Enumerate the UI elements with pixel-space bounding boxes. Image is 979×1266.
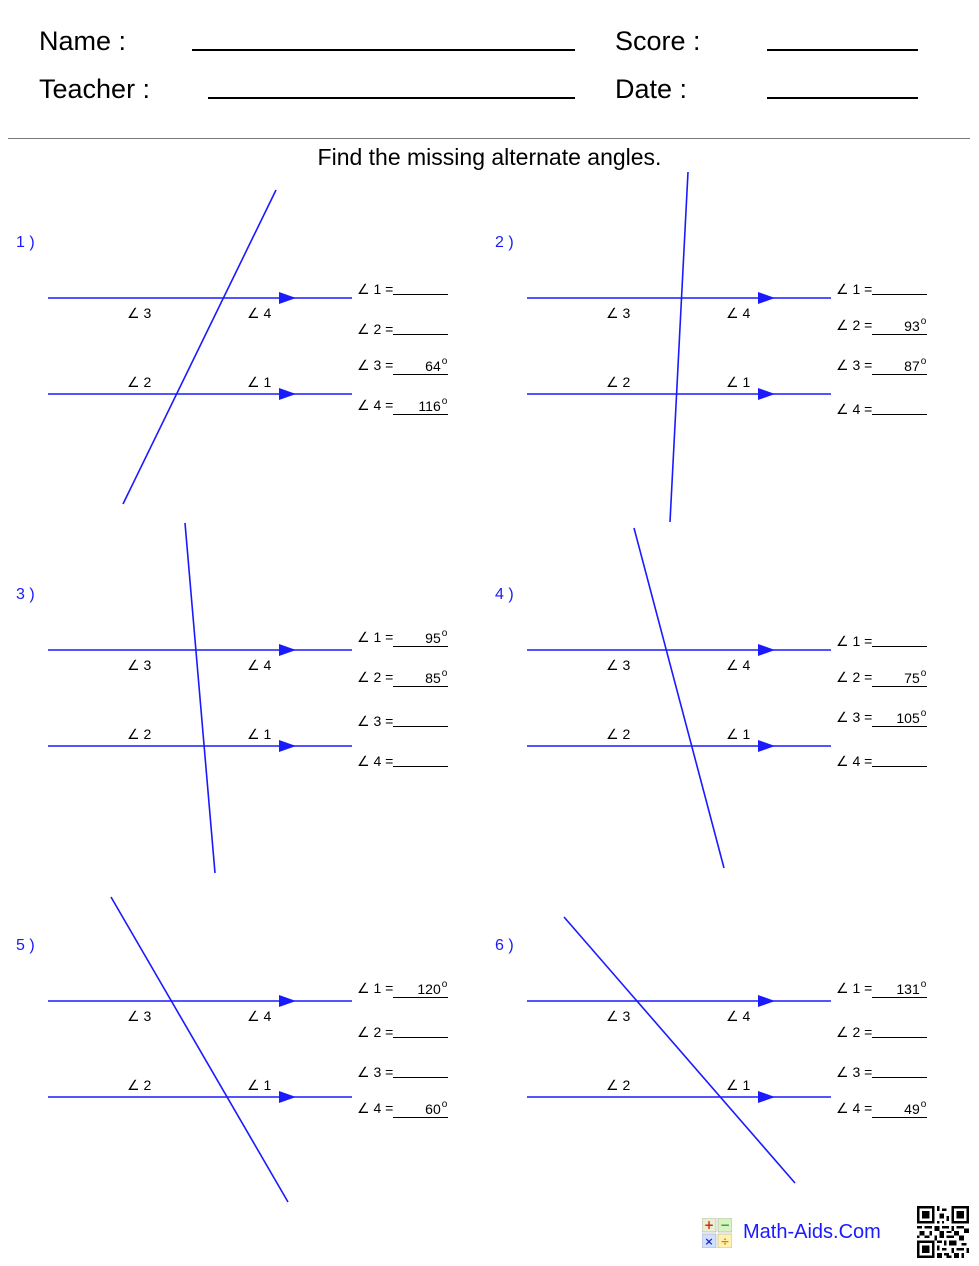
problem-number: 1 ) [16,234,35,251]
answer-angle-name: ∠ 2 = [357,669,394,685]
brand-name[interactable]: Math-Aids.Com [743,1221,881,1243]
answer-row-angle-3 [357,1061,448,1079]
arrowhead-icon [279,995,296,1007]
degree-symbol: o [441,396,448,407]
answer-row-angle-4 [836,750,927,768]
angle-3-label: ∠ 3 [606,657,631,673]
degree-symbol: o [920,356,927,367]
problem-number: 6 ) [495,937,514,954]
answer-blank[interactable] [872,751,927,767]
answer-angle-name: ∠ 4 = [357,1100,394,1116]
arrowhead-icon [279,1091,296,1103]
answer-blank[interactable] [872,1062,927,1078]
answer-blank[interactable] [393,668,448,687]
answer-angle-name: ∠ 3 = [357,713,394,729]
answer-blank[interactable] [872,316,927,335]
degree-symbol: o [920,668,927,679]
answer-angle-name: ∠ 2 = [836,1024,873,1040]
problem-4 [479,542,959,894]
degree-symbol: o [441,979,448,990]
answer-angle-name: ∠ 1 = [357,980,394,996]
arrowhead-icon [279,388,296,400]
answer-angle-name: ∠ 2 = [836,669,873,685]
angle-4-label: ∠ 4 [726,305,751,321]
problem-6 [479,893,959,1245]
degree-symbol: o [920,979,927,990]
answer-angle-name: ∠ 3 = [357,357,394,373]
angle-2-label: ∠ 2 [606,1077,631,1093]
degree-symbol: o [441,668,448,679]
answer-row-angle-2 [357,670,448,686]
angle-3-label: ∠ 3 [127,305,152,321]
answer-blank[interactable] [393,1022,448,1038]
score-line[interactable] [767,49,918,51]
answer-blank[interactable] [393,751,448,767]
problem-1 [0,190,480,542]
svg-text:×: × [704,1235,714,1248]
answer-blank[interactable] [393,628,448,647]
answer-value: 85 [425,670,441,686]
answer-angle-name: ∠ 2 = [357,1024,394,1040]
arrowhead-icon [758,388,775,400]
arrowhead-icon [758,292,775,304]
answer-blank[interactable] [393,711,448,727]
date-label: Date : [615,74,688,104]
answer-angle-name: ∠ 3 = [836,709,873,725]
answer-row-angle-2 [836,670,927,686]
answer-angle-name: ∠ 1 = [836,980,873,996]
degree-symbol: o [920,708,927,719]
answer-angle-name: ∠ 1 = [357,281,394,297]
answer-row-angle-2 [836,318,927,334]
answer-angle-name: ∠ 4 = [836,401,873,417]
angle-2-label: ∠ 2 [127,374,152,390]
problem-5 [0,893,480,1245]
angle-2-label: ∠ 2 [606,726,631,742]
answer-value: 75 [904,670,920,686]
angle-1-label: ∠ 1 [726,726,751,742]
score-label: Score : [615,26,701,56]
answer-row-angle-4 [357,398,448,414]
answer-row-angle-1 [357,278,448,296]
name-label: Name : [39,26,127,56]
answer-row-angle-3 [357,710,448,728]
answer-value: 95 [425,630,441,646]
problem-number: 5 ) [16,937,35,954]
transversal-line [111,897,288,1202]
answer-angle-name: ∠ 4 = [357,753,394,769]
transversal-line [670,172,688,522]
degree-symbol: o [441,356,448,367]
arrowhead-icon [279,292,296,304]
answer-value: 87 [904,358,920,374]
answer-blank[interactable] [393,979,448,998]
answer-angle-name: ∠ 2 = [357,321,394,337]
arrowhead-icon [758,740,775,752]
answer-row-angle-2 [836,1021,927,1039]
answer-angle-name: ∠ 2 = [836,317,873,333]
answer-row-angle-1 [836,630,927,648]
answer-value: 105 [896,710,920,726]
answer-blank[interactable] [393,279,448,295]
angle-4-label: ∠ 4 [247,1008,272,1024]
answer-row-angle-4 [836,1101,927,1117]
math-aids-logo-icon [702,1218,732,1248]
answer-blank[interactable] [393,1099,448,1118]
answer-blank[interactable] [872,1022,927,1038]
answer-blank[interactable] [872,631,927,647]
svg-text:−: − [719,1218,731,1232]
answer-row-angle-4 [836,398,927,416]
angle-1-label: ∠ 1 [726,374,751,390]
answer-blank[interactable] [872,708,927,727]
angle-2-label: ∠ 2 [606,374,631,390]
answer-row-angle-1 [357,630,448,646]
answer-value: 131 [896,981,920,997]
answer-angle-name: ∠ 1 = [357,629,394,645]
transversal-line [123,190,276,504]
problem-2 [479,190,959,542]
svg-text:÷: ÷ [720,1235,730,1248]
answer-blank[interactable] [393,319,448,335]
answer-angle-name: ∠ 4 = [836,753,873,769]
angle-2-label: ∠ 2 [127,726,152,742]
answer-row-angle-4 [357,1101,448,1117]
answer-row-angle-1 [836,981,927,997]
answer-blank[interactable] [872,668,927,687]
qr-code-icon[interactable] [917,1206,969,1258]
answer-blank[interactable] [872,279,927,295]
answer-row-angle-1 [357,981,448,997]
header-divider [8,138,970,139]
answer-value: 116 [418,398,441,414]
angle-3-label: ∠ 3 [606,305,631,321]
angle-1-label: ∠ 1 [247,1077,272,1093]
angle-4-label: ∠ 4 [247,657,272,673]
answer-value: 120 [417,981,441,997]
worksheet-title: Find the missing alternate angles. [317,144,662,170]
answer-row-angle-4 [357,750,448,768]
angle-3-label: ∠ 3 [606,1008,631,1024]
arrowhead-icon [758,1091,775,1103]
arrowhead-icon [279,644,296,656]
angle-4-label: ∠ 4 [726,657,751,673]
answer-blank[interactable] [872,356,927,375]
degree-symbol: o [441,628,448,639]
answer-row-angle-3 [357,358,448,374]
transversal-line [564,917,795,1183]
angle-4-label: ∠ 4 [726,1008,751,1024]
problem-number: 3 ) [16,586,35,603]
angle-2-label: ∠ 2 [127,1077,152,1093]
angle-1-label: ∠ 1 [247,374,272,390]
problem-3 [0,542,480,894]
answer-blank[interactable] [393,356,448,375]
degree-symbol: o [441,1099,448,1110]
answer-row-angle-2 [357,1021,448,1039]
answer-row-angle-3 [836,358,927,374]
answer-value: 64 [425,358,441,374]
date-line[interactable] [767,97,918,99]
answer-row-angle-1 [836,278,927,296]
answer-angle-name: ∠ 3 = [357,1064,394,1080]
answer-angle-name: ∠ 1 = [836,281,873,297]
answer-blank[interactable] [872,979,927,998]
angle-3-label: ∠ 3 [127,657,152,673]
arrowhead-icon [758,644,775,656]
answer-angle-name: ∠ 3 = [836,357,873,373]
answer-blank[interactable] [872,399,927,415]
answer-angle-name: ∠ 3 = [836,1064,873,1080]
angle-1-label: ∠ 1 [247,726,272,742]
transversal-line [185,523,215,873]
answer-value: 49 [904,1101,920,1117]
answer-blank[interactable] [393,1062,448,1078]
answer-value: 93 [904,318,920,334]
answer-angle-name: ∠ 1 = [836,633,873,649]
answer-row-angle-3 [836,710,927,726]
degree-symbol: o [920,316,927,327]
arrowhead-icon [758,995,775,1007]
arrowhead-icon [279,740,296,752]
angle-3-label: ∠ 3 [127,1008,152,1024]
problem-number: 4 ) [495,586,514,603]
answer-angle-name: ∠ 4 = [836,1100,873,1116]
answer-blank[interactable] [872,1099,927,1118]
answer-value: 60 [425,1101,441,1117]
answer-row-angle-3 [836,1061,927,1079]
teacher-label: Teacher : [39,74,151,104]
transversal-line [634,528,724,868]
svg-text:+: + [703,1218,715,1232]
problem-number: 2 ) [495,234,514,251]
name-line[interactable] [192,49,575,51]
angle-1-label: ∠ 1 [726,1077,751,1093]
answer-blank[interactable] [393,396,448,415]
answer-angle-name: ∠ 4 = [357,397,394,413]
degree-symbol: o [920,1099,927,1110]
answer-row-angle-2 [357,318,448,336]
angle-4-label: ∠ 4 [247,305,272,321]
teacher-line[interactable] [208,97,575,99]
